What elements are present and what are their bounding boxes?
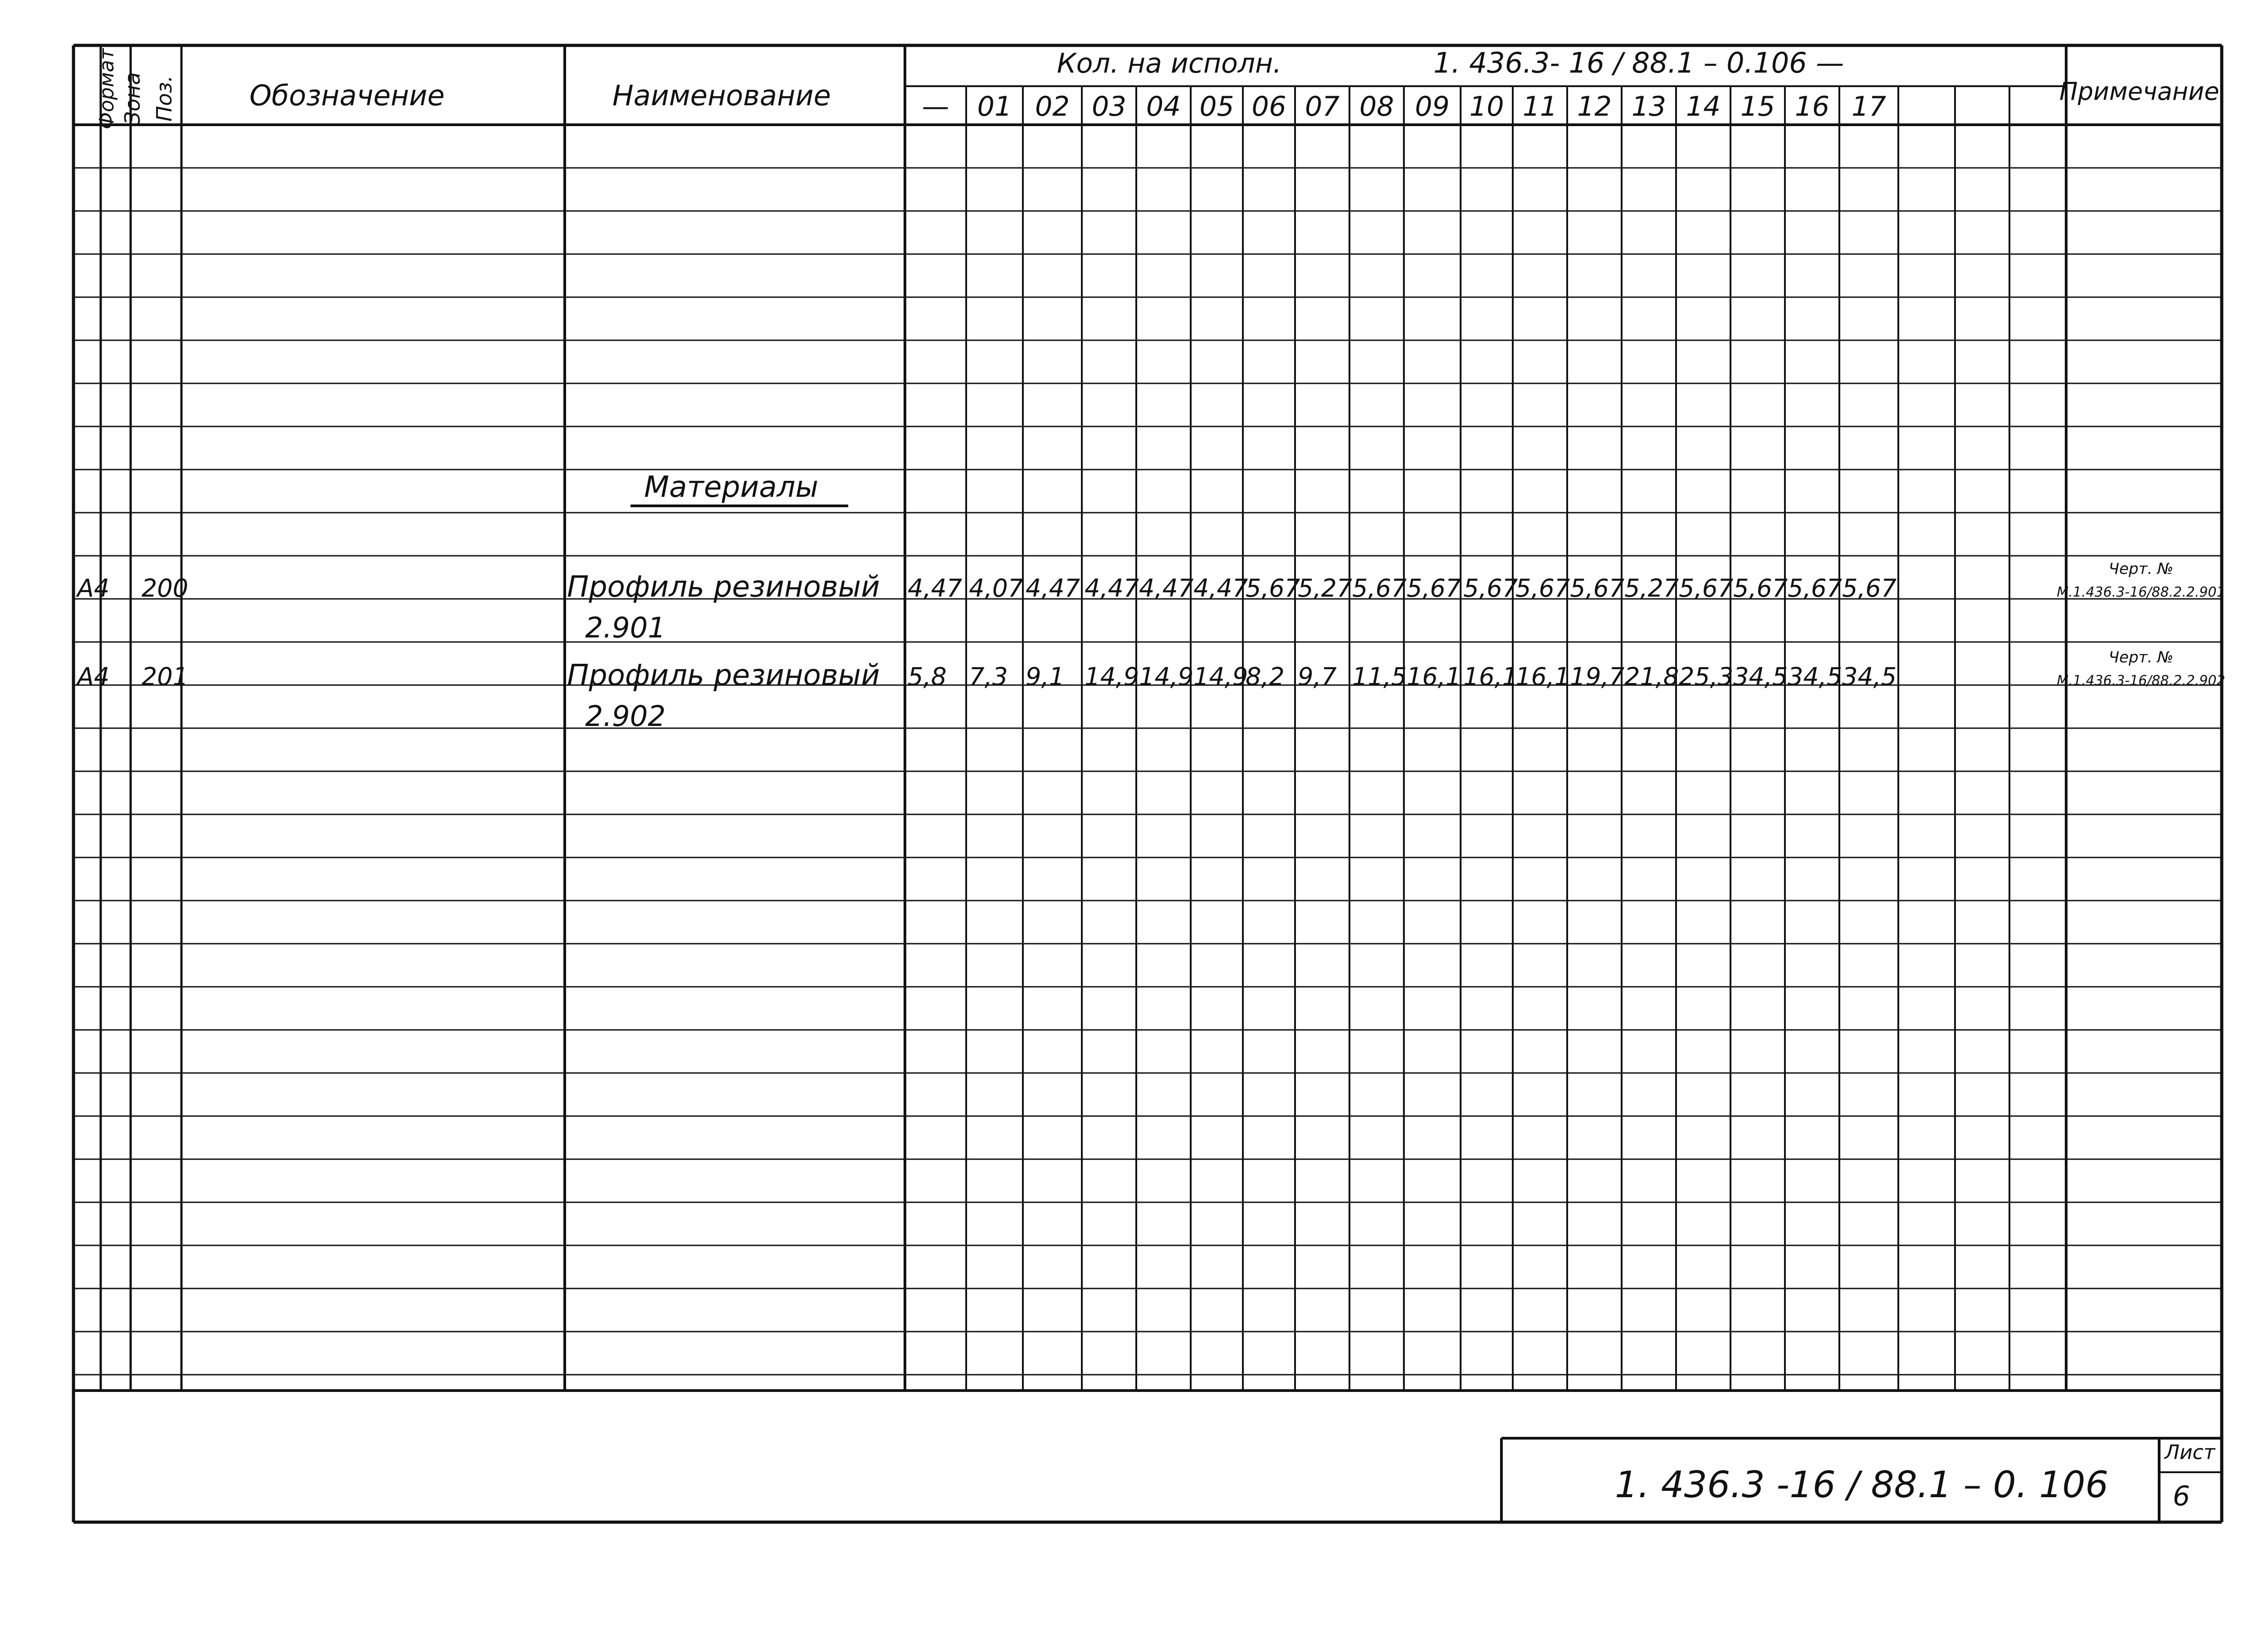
variant-header-02: 02 [1035,91,1070,122]
row-position: 201 [142,662,189,691]
variant-header-07: 07 [1305,91,1340,122]
row-note-ref: М.1.436.3-16/88.2.2.901 [2057,584,2225,600]
variant-header-09: 09 [1415,91,1450,122]
row-quantity-17: 5,67 [1842,574,1897,603]
row-quantity-12: 5,67 [1570,574,1625,603]
variant-header-01: 01 [977,91,1012,122]
row-name: Профиль резиновый [567,659,880,692]
variant-header-15: 15 [1740,91,1775,122]
row-quantity-2: 9,1 [1026,662,1065,691]
row-quantity-14: 5,67 [1679,574,1734,603]
row-quantity-6: 8,2 [1246,662,1285,691]
row-quantity-17: 34,5 [1842,662,1897,691]
header-designation: Обозначение [249,79,445,112]
section-title: Материалы [644,470,818,504]
row-quantity-0: 5,8 [908,662,947,691]
row-quantity-13: 5,27 [1624,574,1679,603]
row-quantity-15: 34,5 [1733,662,1788,691]
row-note-ref: М.1.436.3-16/88.2.2.902 [2057,673,2225,689]
row-quantity-3: 14,9 [1085,662,1139,691]
variant-header-14: 14 [1686,91,1721,122]
row-quantity-16: 34,5 [1788,662,1843,691]
row-quantity-15: 5,67 [1733,574,1788,603]
row-note-title: Черт. № [2108,648,2174,666]
row-quantity-7: 9,7 [1298,662,1337,691]
row-quantity-11: 5,67 [1515,574,1570,603]
row-quantity-16: 5,67 [1788,574,1843,603]
row-quantity-8: 11,5 [1352,662,1407,691]
variant-header-04: 04 [1146,91,1181,122]
row-quantity-10: 16,1 [1463,662,1518,691]
variant-header-03: 03 [1091,91,1127,122]
row-format: А4 [77,574,110,603]
row-quantity-4: 4,47 [1139,574,1194,603]
row-quantity-0: 4,47 [908,574,963,603]
variant-header-05: 05 [1199,91,1234,122]
variant-header-11: 11 [1522,91,1558,122]
row-quantity-13: 21,8 [1624,662,1679,691]
header-name: Наименование [612,79,831,112]
row-quantity-7: 5,27 [1298,574,1353,603]
row-format: А4 [77,662,110,691]
row-quantity-4: 14,9 [1139,662,1194,691]
variant-header-13: 13 [1631,91,1667,122]
row-quantity-9: 5,67 [1407,574,1461,603]
row-quantity-3: 4,47 [1085,574,1139,603]
row-name-second-line: 2.901 [585,611,666,644]
title-block-sheet-number: 6 [2173,1480,2190,1512]
row-quantity-2: 4,47 [1026,574,1080,603]
row-quantity-9: 16,1 [1407,662,1461,691]
variant-header-06: 06 [1251,91,1286,122]
title-block-sheet-label: Лист [2165,1441,2215,1464]
row-quantity-5: 14,9 [1193,662,1248,691]
header-format: Формат [95,48,118,129]
variant-header-12: 12 [1577,91,1612,122]
row-quantity-8: 5,67 [1352,574,1407,603]
row-quantity-6: 5,67 [1246,574,1300,603]
variant-header-17: 17 [1851,91,1887,122]
header-zone: Зона [120,72,145,125]
row-quantity-1: 7,3 [969,662,1008,691]
row-name-second-line: 2.902 [585,700,666,733]
header-qty-prefix: Кол. на исполн. [1057,48,1282,79]
variant-header-base: — [922,91,949,122]
row-quantity-5: 4,47 [1193,574,1248,603]
row-quantity-10: 5,67 [1463,574,1518,603]
title-block-doc-number: 1. 436.3 -16 / 88.1 – 0. 106 [1615,1464,2109,1506]
variant-header-10: 10 [1469,91,1504,122]
row-note-title: Черт. № [2108,560,2174,578]
row-position: 200 [142,574,189,603]
row-quantity-14: 25,3 [1679,662,1734,691]
row-quantity-11: 16,1 [1515,662,1570,691]
row-quantity-12: 19,7 [1570,662,1625,691]
variant-header-08: 08 [1359,91,1394,122]
row-name: Профиль резиновый [567,570,880,604]
variant-header-16: 16 [1794,91,1830,122]
header-note: Примечание [2059,77,2219,106]
row-quantity-1: 4,07 [969,574,1024,603]
header-pos: Поз. [152,75,176,122]
header-qty-doc: 1. 436.3- 16 / 88.1 – 0.106 — [1433,46,1844,79]
